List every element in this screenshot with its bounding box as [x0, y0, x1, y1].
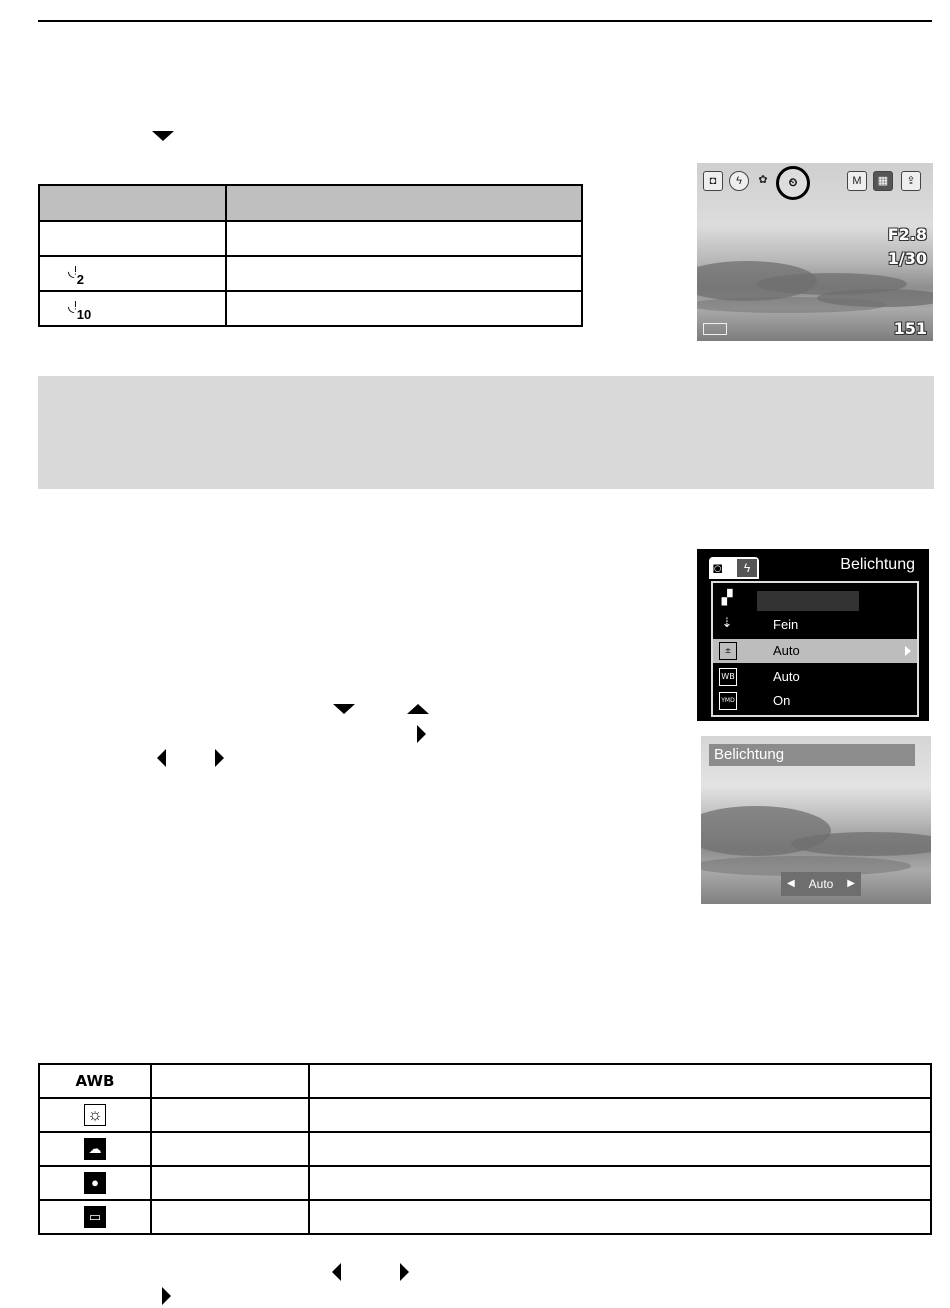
table-row [39, 221, 582, 256]
menu-item-selected[interactable]: ± Auto [713, 639, 917, 663]
self-timer-icon: ◟ᵎ$_2$ [68, 262, 84, 288]
date-stamp-icon: YMD [719, 692, 737, 710]
white-balance-table [38, 1063, 932, 1235]
table-row [39, 1132, 931, 1166]
white-balance-icon: WB [719, 668, 737, 686]
table-header-row [39, 185, 582, 221]
table-row [39, 1098, 931, 1132]
left-arrow-icon [157, 749, 166, 767]
flash-off-icon: ϟ [729, 171, 749, 191]
aperture-value: F2.8 [887, 225, 927, 244]
chevron-right-icon [905, 646, 911, 656]
shutter-value: 1/30 [887, 249, 927, 268]
fluorescent-icon: ▭ [84, 1206, 106, 1228]
menu-item[interactable] [713, 587, 917, 611]
menu-item[interactable]: ⇣ Fein [713, 613, 917, 637]
menu-value-field [757, 591, 859, 611]
left-arrow-icon[interactable]: ◀ [787, 878, 795, 889]
table-row [39, 256, 582, 291]
shots-remaining: 151 [893, 319, 927, 338]
self-timer-icon: ⏲ [776, 166, 810, 200]
menu-list [711, 581, 919, 717]
right-arrow-icon [215, 749, 224, 767]
self-timer-table [38, 184, 583, 327]
right-arrow-icon [162, 1287, 171, 1305]
up-arrow-icon [407, 704, 429, 714]
awb-icon: AWB [75, 1071, 115, 1090]
table-row [39, 1064, 931, 1098]
menu-screen [697, 549, 929, 721]
right-arrow-icon[interactable]: ▶ [847, 878, 855, 889]
exposure-selector[interactable]: ◀ Auto ▶ [781, 872, 861, 896]
grid-icon: ▞ [721, 590, 733, 606]
table-row [39, 291, 582, 326]
menu-title: Belichtung [840, 556, 915, 573]
down-arrow-icon [333, 704, 355, 714]
camera-mode-icon: ◘ [703, 171, 723, 191]
camera-preview-screen [697, 163, 933, 341]
setting-title-bar: Belichtung [709, 744, 915, 766]
exposure-icon: ± [719, 642, 737, 660]
battery-icon [703, 323, 727, 335]
right-arrow-icon [417, 725, 426, 743]
quality-icon: ⇣ [721, 616, 733, 631]
quality-icon: ▦ [873, 171, 893, 191]
down-arrow-icon [152, 131, 174, 141]
table-row [39, 1166, 931, 1200]
note-box [38, 376, 934, 489]
settings-tab-icon[interactable]: ϟ [737, 559, 757, 577]
macro-icon: ✿ [758, 174, 768, 186]
menu-item[interactable]: YMD On [713, 689, 917, 713]
cloudy-icon: ☁ [84, 1138, 106, 1160]
top-rule [38, 20, 932, 22]
daylight-icon: ☼ [84, 1104, 106, 1126]
tungsten-icon: ● [84, 1172, 106, 1194]
self-timer-icon: ◟ᵎ$_{10}$ [68, 297, 92, 323]
image-size-icon: M [847, 171, 867, 191]
left-arrow-icon [332, 1263, 341, 1281]
right-arrow-icon [400, 1263, 409, 1281]
exposure-preview-screen [701, 736, 931, 904]
menu-tabs [709, 557, 759, 579]
table-row [39, 1200, 931, 1234]
memory-icon: ⇪ [901, 171, 921, 191]
camera-tab-icon[interactable]: ◙ [713, 560, 723, 577]
menu-item[interactable]: WB Auto [713, 665, 917, 689]
